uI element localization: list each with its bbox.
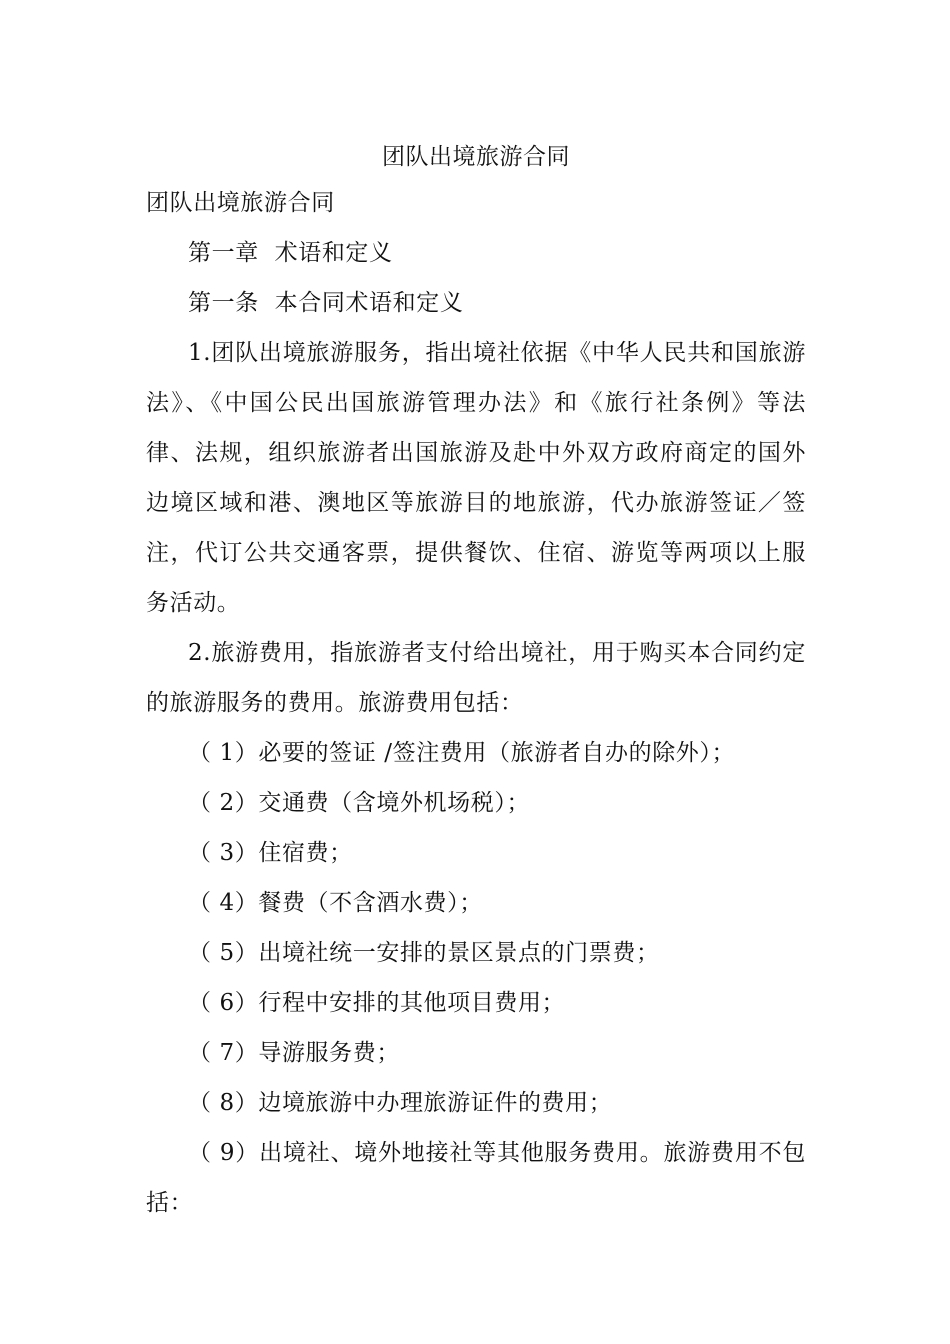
definition-paragraph-2: 2.旅游费用，指旅游者支付给出境社，用于购买本合同约定的旅游服务的费用。旅游费用包括： (146, 640, 806, 716)
fee-item: （ 8）边境旅游中办理旅游证件的费用； (188, 1090, 613, 1116)
document-body (146, 132, 806, 1228)
fee-item: （ 6）行程中安排的其他项目费用； (188, 990, 566, 1016)
fee-item: （ 4）餐费（不含酒水费）； (188, 890, 483, 916)
document-title: 团队出境旅游合同 (382, 144, 570, 170)
document-subtitle: 团队出境旅游合同 (146, 190, 335, 216)
fee-item: （ 2）交通费（含境外机场税）； (188, 790, 531, 816)
fee-item: （ 7）导游服务费； (188, 1040, 400, 1066)
fee-item: （ 1）必要的签证 /签注费用（旅游者自办的除外）； (188, 740, 736, 766)
fee-items-list (146, 728, 806, 1228)
chapter-heading: 第一章 术语和定义 (188, 240, 393, 266)
article-heading: 第一条 本合同术语和定义 (188, 290, 464, 316)
fee-item: （ 5）出境社统一安排的景区景点的门票费； (188, 940, 660, 966)
fee-item: （ 3）住宿费； (188, 840, 353, 866)
fee-item: （ 9）出境社、境外地接社等其他服务费用。旅游费用不包括： (146, 1140, 806, 1216)
definition-paragraph-1: 1.团队出境旅游服务，指出境社依据《中华人民共和国旅游法》、《中国公民出国旅游管理办法》和《旅行社条例》等法律、法规，组织旅游者出国旅游及赴中外双方政府商定的国外边境区域和港、澳地区等旅游目的地旅游，代办旅游签证／签注，代订公共交通客票，提供餐饮、住宿、游览等两项以上服务活动。 (146, 340, 806, 616)
